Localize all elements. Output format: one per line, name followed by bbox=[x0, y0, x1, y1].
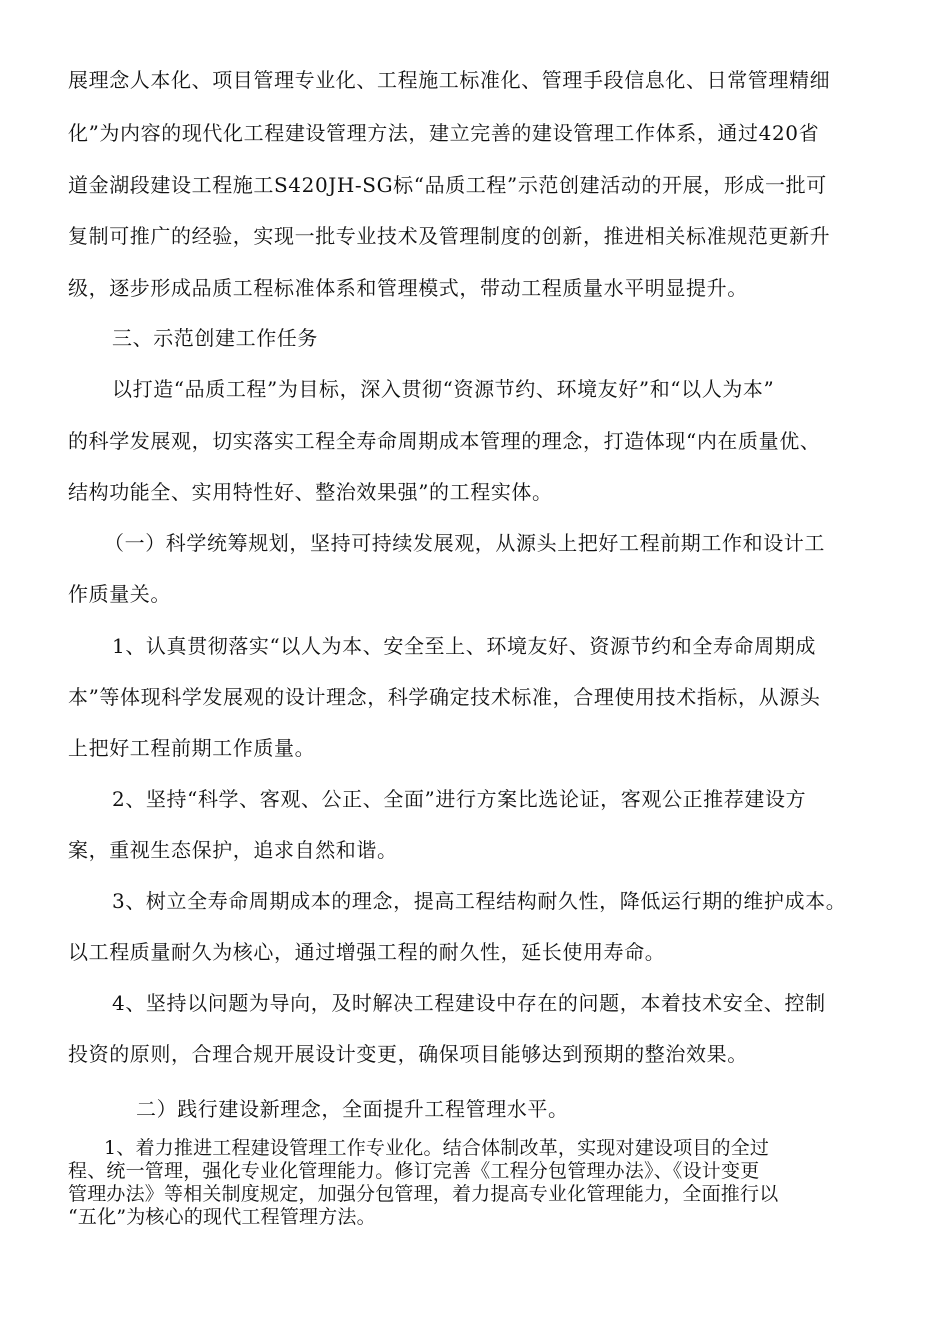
subsection-2-heading: 二）践行建设新理念，全面提升工程管理水平。 bbox=[136, 1097, 569, 1121]
item-2-1-line-1: 1、着力推进工程建设管理工作专业化。结合体制改革，实现对建设项目的全过 bbox=[104, 1137, 770, 1159]
section-heading: 三、示范创建工作任务 bbox=[112, 326, 318, 350]
item-2-1-line-2: 程、统一管理，强化专业化管理能力。修订完善《工程分包管理办法》、《设计变更 bbox=[68, 1160, 760, 1182]
item-2-line-1: 2、坚持“科学、客观、公正、全面”进行方案比选论证，客观公正推荐建设方 bbox=[112, 787, 807, 811]
item-2-1-line-4: “五化”为核心的现代工程管理方法。 bbox=[68, 1206, 376, 1228]
intro-line-3: 道金湖段建设工程施工S420JH-SG标“品质工程”示范创建活动的开展，形成一批可 bbox=[68, 173, 827, 197]
item-4-line-1: 4、坚持以问题为导向，及时解决工程建设中存在的问题，本着技术安全、控制 bbox=[112, 991, 826, 1015]
intro-line-4: 复制可推广的经验，实现一批专业技术及管理制度的创新，推进相关标准规范更新升 bbox=[68, 224, 831, 248]
item-3-line-1: 3、树立全寿命周期成本的理念，提高工程结构耐久性，降低运行期的维护成本。 bbox=[112, 889, 847, 913]
item-1-line-2: 本”等体现科学发展观的设计理念，科学确定技术标准，合理使用技术指标，从源头 bbox=[68, 685, 821, 709]
item-1-line-1: 1、认真贯彻落实“以人为本、安全至上、环境友好、资源节约和全寿命周期成 bbox=[112, 634, 816, 658]
intro-line-5: 级，逐步形成品质工程标准体系和管理模式，带动工程质量水平明显提升。 bbox=[68, 276, 748, 300]
subsection-1-line-1: （一）科学统筹规划，坚持可持续发展观，从源头上把好工程前期工作和设计工 bbox=[104, 531, 825, 555]
item-1-line-3: 上把好工程前期工作质量。 bbox=[68, 736, 316, 760]
item-2-line-2: 案，重视生态保护，追求自然和谐。 bbox=[68, 838, 398, 862]
intro-line-2: 化”为内容的现代化工程建设管理方法，建立完善的建设管理工作体系，通过420省 bbox=[68, 121, 820, 145]
goal-line-3: 结构功能全、实用特性好、整治效果强”的工程实体。 bbox=[68, 480, 553, 504]
item-2-1-line-3: 管理办法》等相关制度规定，加强分包管理，着力提高专业化管理能力，全面推行以 bbox=[68, 1183, 779, 1205]
goal-line-1: 以打造“品质工程”为目标，深入贯彻“资源节约、环境友好”和“以人为本” bbox=[112, 377, 775, 401]
intro-line-1: 展理念人本化、项目管理专业化、工程施工标准化、管理手段信息化、日常管理精细 bbox=[68, 68, 831, 92]
item-4-line-2: 投资的原则，合理合规开展设计变更，确保项目能够达到预期的整治效果。 bbox=[68, 1042, 748, 1066]
item-3-line-2: 以工程质量耐久为核心，通过增强工程的耐久性，延长使用寿命。 bbox=[68, 940, 666, 964]
subsection-1-line-2: 作质量关。 bbox=[68, 582, 171, 606]
goal-line-2: 的科学发展观，切实落实工程全寿命周期成本管理的理念，打造体现“内在质量优、 bbox=[68, 429, 821, 453]
